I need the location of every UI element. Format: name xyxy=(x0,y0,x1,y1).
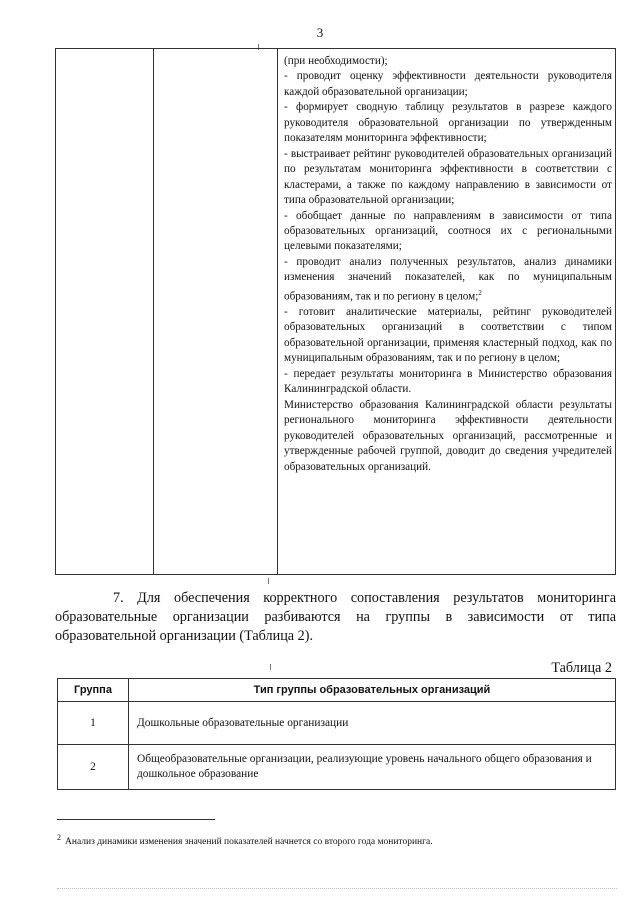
group-type: Общеобразовательные организации, реализующие уровень начального общего образования и дошкольное образование xyxy=(129,745,616,790)
scan-artifact-line xyxy=(57,888,617,889)
table-1-line-text: - проводит анализ полученных результатов, анализ динамики изменения значений показателей, как по муниципальным образованиям, так и по региону в целом; xyxy=(284,255,612,303)
table-1-line: - формирует сводную таблицу результатов в разрезе каждого руководителя образовательной организации по утвержденным показателям мониторинга эффективности; xyxy=(284,101,612,145)
table-1-text-cell xyxy=(284,54,612,475)
scan-mark xyxy=(268,578,269,584)
table-1-line xyxy=(284,255,612,305)
table-1-continuation xyxy=(55,48,616,575)
footnote-ref: 2 xyxy=(478,288,482,297)
table-1-empty-cell-1 xyxy=(56,49,154,574)
group-number: 2 xyxy=(58,745,129,790)
table-2-header xyxy=(58,679,616,702)
table-1-line: - передает результаты мониторинга в Министерство образования Калининградской области. xyxy=(284,367,612,396)
footnote-text: Анализ динамики изменения значений показателей начнется со второго года мониторинга. xyxy=(65,837,433,848)
page-number: 3 xyxy=(316,25,324,40)
table-1-line: Министерство образования Калининградской области результаты регионального мониторинга эффективности деятельности руководителей образовательных организаций, рассмотренные и утвержденные рабочей группой, доводит до сведения учредителей образовательных организаций. xyxy=(284,398,612,473)
table-1-line: - обобщает данные по направлениям в зависимости от типа образовательных организаций, соотнося их с региональными целевыми показателями; xyxy=(284,209,612,253)
table-2 xyxy=(57,678,616,790)
table-row xyxy=(58,702,616,745)
footnote-separator xyxy=(57,819,215,820)
scan-mark xyxy=(270,664,271,670)
paragraph-7: 7. Для обеспечения корректного сопоставления результатов мониторинга образовательные организации разбиваются на группы в зависимости от типа образовательной организации (Таблица 2). xyxy=(55,590,616,644)
table-1-line: - готовит аналитические материалы, рейтинг руководителей образовательных организаций в соответствии с типом образовательной организации, применяя кластерный подход, как по муниципальным образованиям, так и по региону в целом; xyxy=(284,305,612,365)
header-type: Тип группы образовательных организаций xyxy=(129,679,616,702)
group-number: 1 xyxy=(58,702,129,745)
footnote xyxy=(57,833,433,847)
table-1-line: (при необходимости); xyxy=(284,55,388,67)
table-1-line: - проводит оценку эффективности деятельности руководителя каждой образовательной организации; xyxy=(284,70,612,98)
group-type: Дошкольные образовательные организации xyxy=(129,702,616,745)
table-1-line: - выстраивает рейтинг руководителей образовательных организаций по результатам мониторинга эффективности в соответствии с кластерами, а также по каждому направлению в зависимости от типа образовательной организации; xyxy=(284,147,612,207)
table-1-empty-cell-2 xyxy=(153,49,278,574)
footnote-mark: 2 xyxy=(57,833,61,842)
table-row xyxy=(58,745,616,790)
table-2-caption: Таблица 2 xyxy=(551,660,612,676)
header-group: Группа xyxy=(58,679,129,702)
